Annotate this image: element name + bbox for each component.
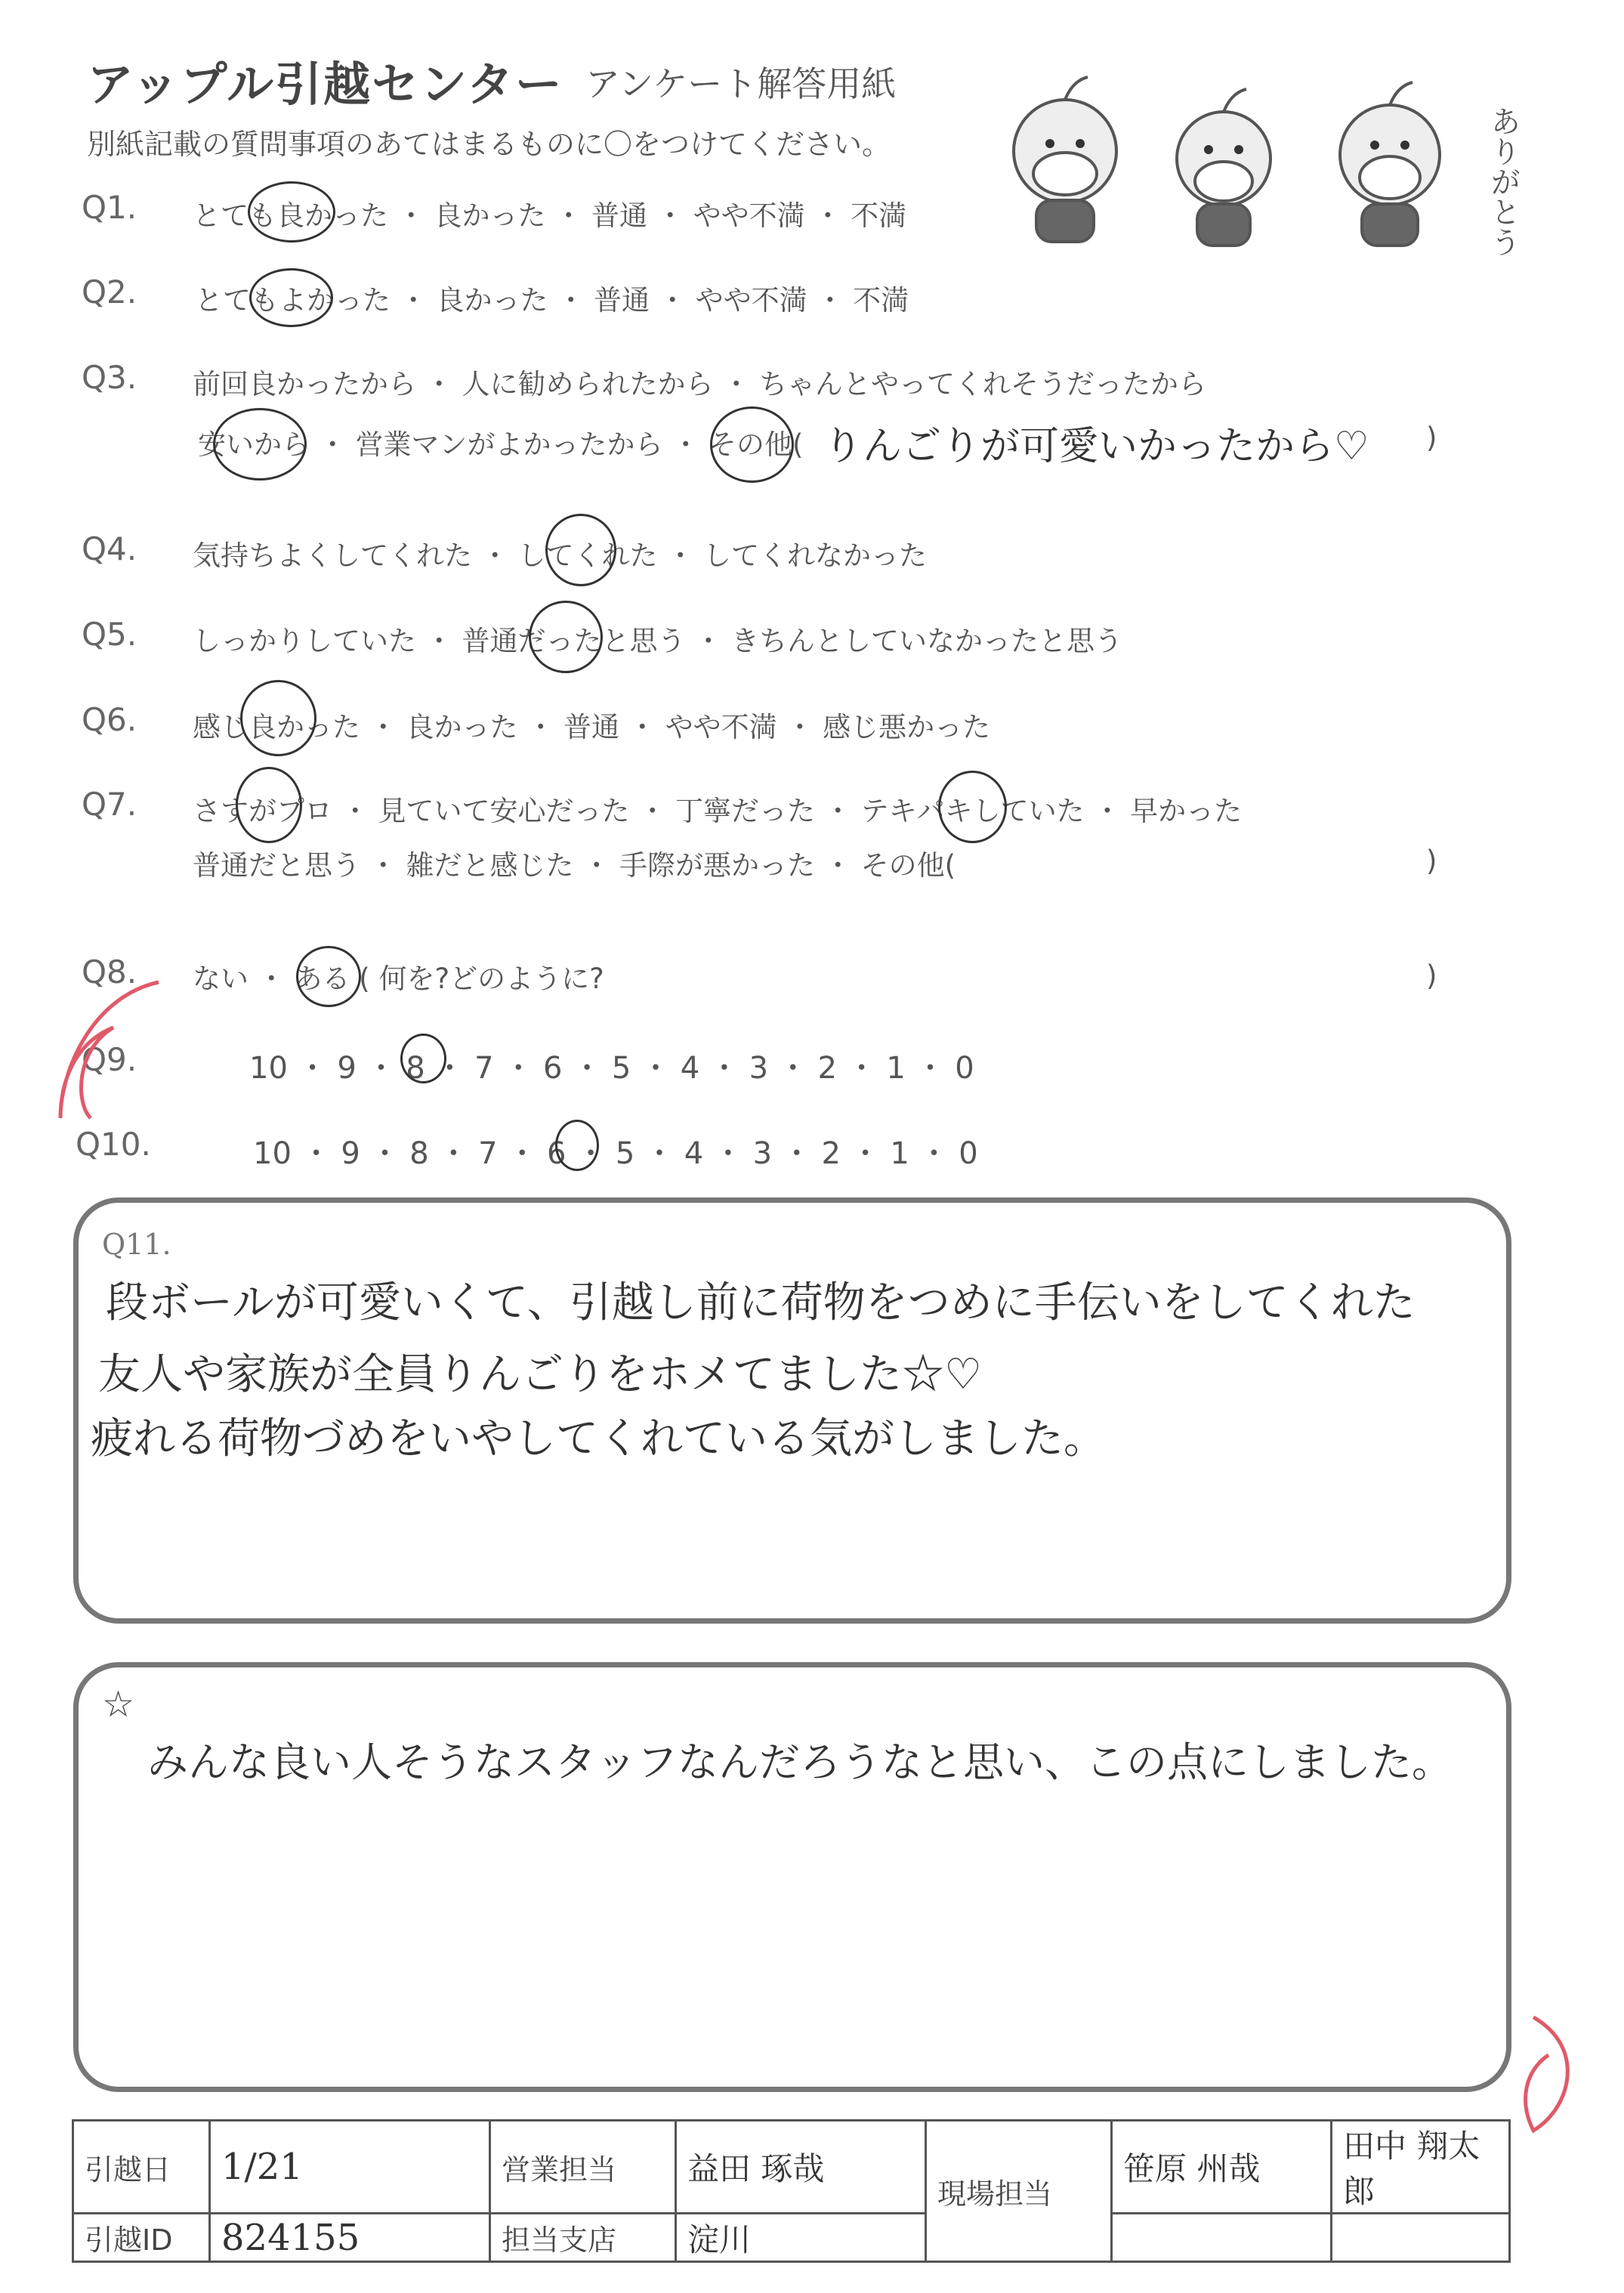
thanks-text: ありがとう [1486, 106, 1521, 257]
q8-options: ない ・ ある ( 何を?どのように? [193, 963, 604, 995]
q3-other-answer: りんごりが可愛いかったから♡ [823, 424, 1369, 469]
q8-label: Q8. [82, 953, 137, 990]
q9-options: 10 ・ 9 ・ 8 ・ 7 ・ 6 ・ 5 ・ 4 ・ 3 ・ 2 ・ 1 ・ 0 [249, 1051, 974, 1086]
q11-label: Q11. [102, 1228, 171, 1261]
q7-label: Q7. [82, 786, 137, 823]
q1-label: Q1. [82, 189, 137, 226]
q11-line-3: 疲れる荷物づめをいやしてくれている気がしました。 [91, 1414, 1106, 1463]
sales-value: 益田 琢哉 [676, 2121, 926, 2214]
field-staff-1: 笹原 州哉 [1112, 2121, 1332, 2214]
sales-label: 営業担当 [490, 2121, 676, 2214]
q3-selection-circle-b [710, 406, 794, 483]
move-id-label: 引越ID [73, 2214, 210, 2262]
red-check-mark [45, 967, 181, 1133]
branch-label: 担当支店 [490, 2214, 676, 2262]
q7-close-paren: ) [1426, 845, 1437, 877]
q5-selection-circle [529, 601, 603, 673]
q2-options: とてもよかった ・ 良かった ・ 普通 ・ やや不満 ・ 不満 [195, 284, 909, 317]
q3-options-line1: 前回良かったから ・ 人に勧められたから ・ ちゃんとやってくれそうだったから [193, 368, 1207, 400]
form-subtitle: アンケート解答用紙 [585, 63, 897, 104]
q8-selection-circle [296, 946, 361, 1007]
q8-close-paren: ) [1426, 960, 1437, 992]
red-check-mark-bottom [1503, 2010, 1594, 2146]
q11-line-2: 友人や家族が全員りんごりをホメてました☆♡ [98, 1350, 983, 1399]
q4-options: 気持ちよくしてくれた ・ してくれた ・ してくれなかった [193, 539, 928, 572]
mascot-illustration [982, 60, 1526, 257]
q10-label: Q10. [76, 1126, 151, 1163]
q3-selection-circle-a [213, 408, 307, 481]
q1-selection-circle [248, 181, 335, 243]
q6-options: 感じ良かった ・ 良かった ・ 普通 ・ やや不満 ・ 感じ悪かった [193, 711, 991, 743]
q9-label: Q9. [82, 1041, 137, 1078]
q3-label: Q3. [82, 359, 137, 396]
q3-options-line2: 安いから ・ 営業マンがよかったから ・ その他( [198, 428, 804, 461]
q9-selection-circle [400, 1034, 446, 1083]
q2-label: Q2. [82, 273, 137, 311]
field-staff-empty-1 [1112, 2214, 1332, 2262]
q10-options: 10 ・ 9 ・ 8 ・ 7 ・ 6 ・ 5 ・ 4 ・ 3 ・ 2 ・ 1 ・ 0 [253, 1136, 978, 1171]
move-date-label: 引越日 [73, 2121, 210, 2214]
q6-label: Q6. [82, 701, 137, 738]
reason-text: みんな良い人そうなスタッフなんだろうなと思い、この点にしました。 [147, 1738, 1453, 1786]
field-staff-label: 現場担当 [926, 2121, 1112, 2262]
field-staff-empty-2 [1332, 2214, 1510, 2262]
move-id-value: 824155 [210, 2214, 490, 2262]
move-date-value: 1/21 [210, 2121, 490, 2214]
q3-close-paren: ) [1426, 422, 1437, 454]
reason-comment-box [73, 1662, 1511, 2092]
q7-selection-circle-b [938, 771, 1007, 843]
footer-info-table [72, 2119, 1511, 2263]
q5-options: しっかりしていた ・ 普通だったと思う ・ きちんとしていなかったと思う [193, 625, 1123, 657]
q10-selection-circle [555, 1120, 599, 1171]
q4-label: Q4. [82, 530, 137, 567]
q7-selection-circle-a [236, 767, 302, 843]
q1-options: とても良かった ・ 良かった ・ 普通 ・ やや不満 ・ 不満 [193, 199, 907, 232]
q7-options-line2: 普通だと思う ・ 雑だと感じた ・ 手際が悪かった ・ その他( [193, 849, 956, 882]
q4-selection-circle [545, 514, 616, 586]
q11-line-1: 段ボールが可愛いくて、引越し前に荷物をつめに手伝いをしてくれた [106, 1278, 1416, 1327]
field-staff-2: 田中 翔太郎 [1332, 2121, 1510, 2214]
q2-selection-circle [249, 268, 333, 327]
q6-selection-circle [240, 680, 316, 756]
branch-value: 淀川 [676, 2214, 926, 2262]
q7-options-line1: さすがプロ ・ 見ていて安心だった ・ 丁寧だった ・ テキパキしていた ・ 早かった [193, 795, 1243, 827]
instruction-text: 別紙記載の質問事項のあてはまるものに〇をつけてください。 [87, 128, 891, 161]
star-mark: ☆ [102, 1683, 135, 1726]
q5-label: Q5. [82, 616, 137, 653]
company-title: アップル引越センター [87, 57, 563, 112]
